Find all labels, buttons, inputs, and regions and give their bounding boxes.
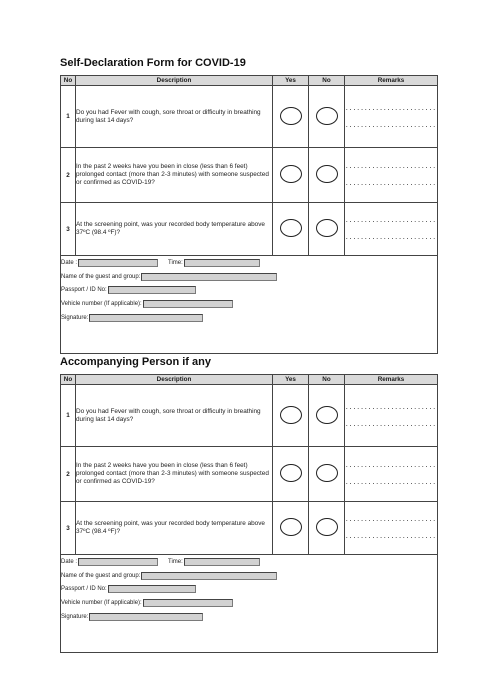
date-input[interactable]	[78, 558, 158, 566]
accompanying-table	[60, 374, 438, 653]
header-yes: Yes	[273, 375, 309, 385]
time-input[interactable]	[184, 558, 260, 566]
row-question: At the screening point, was your recorded body temperature above 37ºC (98.4 ºF)?	[76, 502, 273, 555]
header-description: Description	[76, 375, 273, 385]
vehicle-input[interactable]	[143, 300, 233, 308]
remarks-line: ........................	[345, 234, 437, 241]
table-header-row	[61, 375, 438, 385]
row-question: Do you had Fever with cough, sore throat or difficulty in breathing during last 14 days?	[76, 86, 273, 148]
section-title: Accompanying Person if any	[60, 356, 211, 368]
row-number: 3	[61, 502, 76, 555]
form-title: Self-Declaration Form for COVID-19	[60, 57, 246, 69]
date-label: Date :	[61, 558, 78, 565]
row-question: At the screening point, was your recorded body temperature above 37ºC (98.4 ºF)?	[76, 203, 273, 256]
row-number: 3	[61, 203, 76, 256]
yes-radio[interactable]	[280, 518, 302, 536]
remarks-field[interactable]	[345, 447, 438, 502]
remarks-line: ........................	[345, 163, 437, 170]
date-label: Date :	[61, 259, 78, 266]
yes-radio[interactable]	[280, 464, 302, 482]
header-no-answer: No	[309, 375, 345, 385]
remarks-line: ........................	[345, 104, 437, 112]
passport-label: Passport / ID No:	[61, 287, 107, 294]
remarks-line: ........................	[345, 217, 437, 224]
header-no: No	[61, 76, 76, 86]
no-radio[interactable]	[316, 107, 338, 125]
header-description: Description	[76, 76, 273, 86]
table-row	[61, 86, 438, 148]
row-number: 1	[61, 86, 76, 148]
yes-radio[interactable]	[280, 219, 302, 237]
row-number: 2	[61, 447, 76, 502]
remarks-field[interactable]	[345, 502, 438, 555]
remarks-line: ........................	[345, 403, 437, 411]
row-number: 2	[61, 148, 76, 203]
time-label: Time:	[168, 558, 183, 565]
no-radio[interactable]	[316, 406, 338, 424]
date-input[interactable]	[78, 259, 158, 267]
declaration-table	[60, 75, 438, 354]
remarks-field[interactable]	[345, 203, 438, 256]
remarks-field[interactable]	[345, 148, 438, 203]
header-yes: Yes	[273, 76, 309, 86]
remarks-line: ........................	[345, 121, 437, 129]
row-number: 1	[61, 385, 76, 447]
no-radio[interactable]	[316, 518, 338, 536]
details-section	[61, 555, 438, 653]
table-row	[61, 203, 438, 256]
yes-radio[interactable]	[280, 107, 302, 125]
details-section	[61, 256, 438, 354]
remarks-line: ........................	[345, 420, 437, 428]
passport-input[interactable]	[108, 286, 196, 294]
no-radio[interactable]	[316, 464, 338, 482]
guest-input[interactable]	[141, 273, 277, 281]
table-header-row	[61, 76, 438, 86]
guest-label: Name of the guest and group:	[61, 572, 141, 579]
table-row	[61, 385, 438, 447]
yes-radio[interactable]	[280, 165, 302, 183]
remarks-field[interactable]	[345, 385, 438, 447]
vehicle-input[interactable]	[143, 599, 233, 607]
table-row	[61, 447, 438, 502]
header-remarks: Remarks	[345, 375, 438, 385]
vehicle-label: Vehicle number (If applicable):	[61, 300, 142, 307]
time-input[interactable]	[184, 259, 260, 267]
table-row	[61, 502, 438, 555]
details-row	[61, 256, 438, 354]
yes-radio[interactable]	[280, 406, 302, 424]
signature-label: Signature:	[61, 613, 89, 620]
signature-input[interactable]	[89, 613, 203, 621]
remarks-line: ........................	[345, 533, 437, 540]
signature-input[interactable]	[89, 314, 203, 322]
row-question: Do you had Fever with cough, sore throat or difficulty in breathing during last 14 days?	[76, 385, 273, 447]
row-question: In the past 2 weeks have you been in close (less than 6 feet) prolonged contact (more than 2-3 minutes) with someone suspected or confirmed as COVID-19?	[76, 447, 273, 502]
remarks-field[interactable]	[345, 86, 438, 148]
remarks-line: ........................	[345, 516, 437, 523]
vehicle-label: Vehicle number (If applicable):	[61, 599, 142, 606]
time-label: Time:	[168, 259, 183, 266]
no-radio[interactable]	[316, 219, 338, 237]
header-no: No	[61, 375, 76, 385]
passport-input[interactable]	[108, 585, 196, 593]
remarks-line: ........................	[345, 479, 437, 486]
passport-label: Passport / ID No:	[61, 586, 107, 593]
details-row	[61, 555, 438, 653]
signature-label: Signature:	[61, 314, 89, 321]
no-radio[interactable]	[316, 165, 338, 183]
remarks-line: ........................	[345, 180, 437, 187]
header-no-answer: No	[309, 76, 345, 86]
guest-label: Name of the guest and group:	[61, 273, 141, 280]
table-row	[61, 148, 438, 203]
guest-input[interactable]	[141, 572, 277, 580]
header-remarks: Remarks	[345, 76, 438, 86]
remarks-line: ........................	[345, 462, 437, 469]
row-question: In the past 2 weeks have you been in close (less than 6 feet) prolonged contact (more than 2-3 minutes) with someone suspected or confirmed as COVID-19?	[76, 148, 273, 203]
